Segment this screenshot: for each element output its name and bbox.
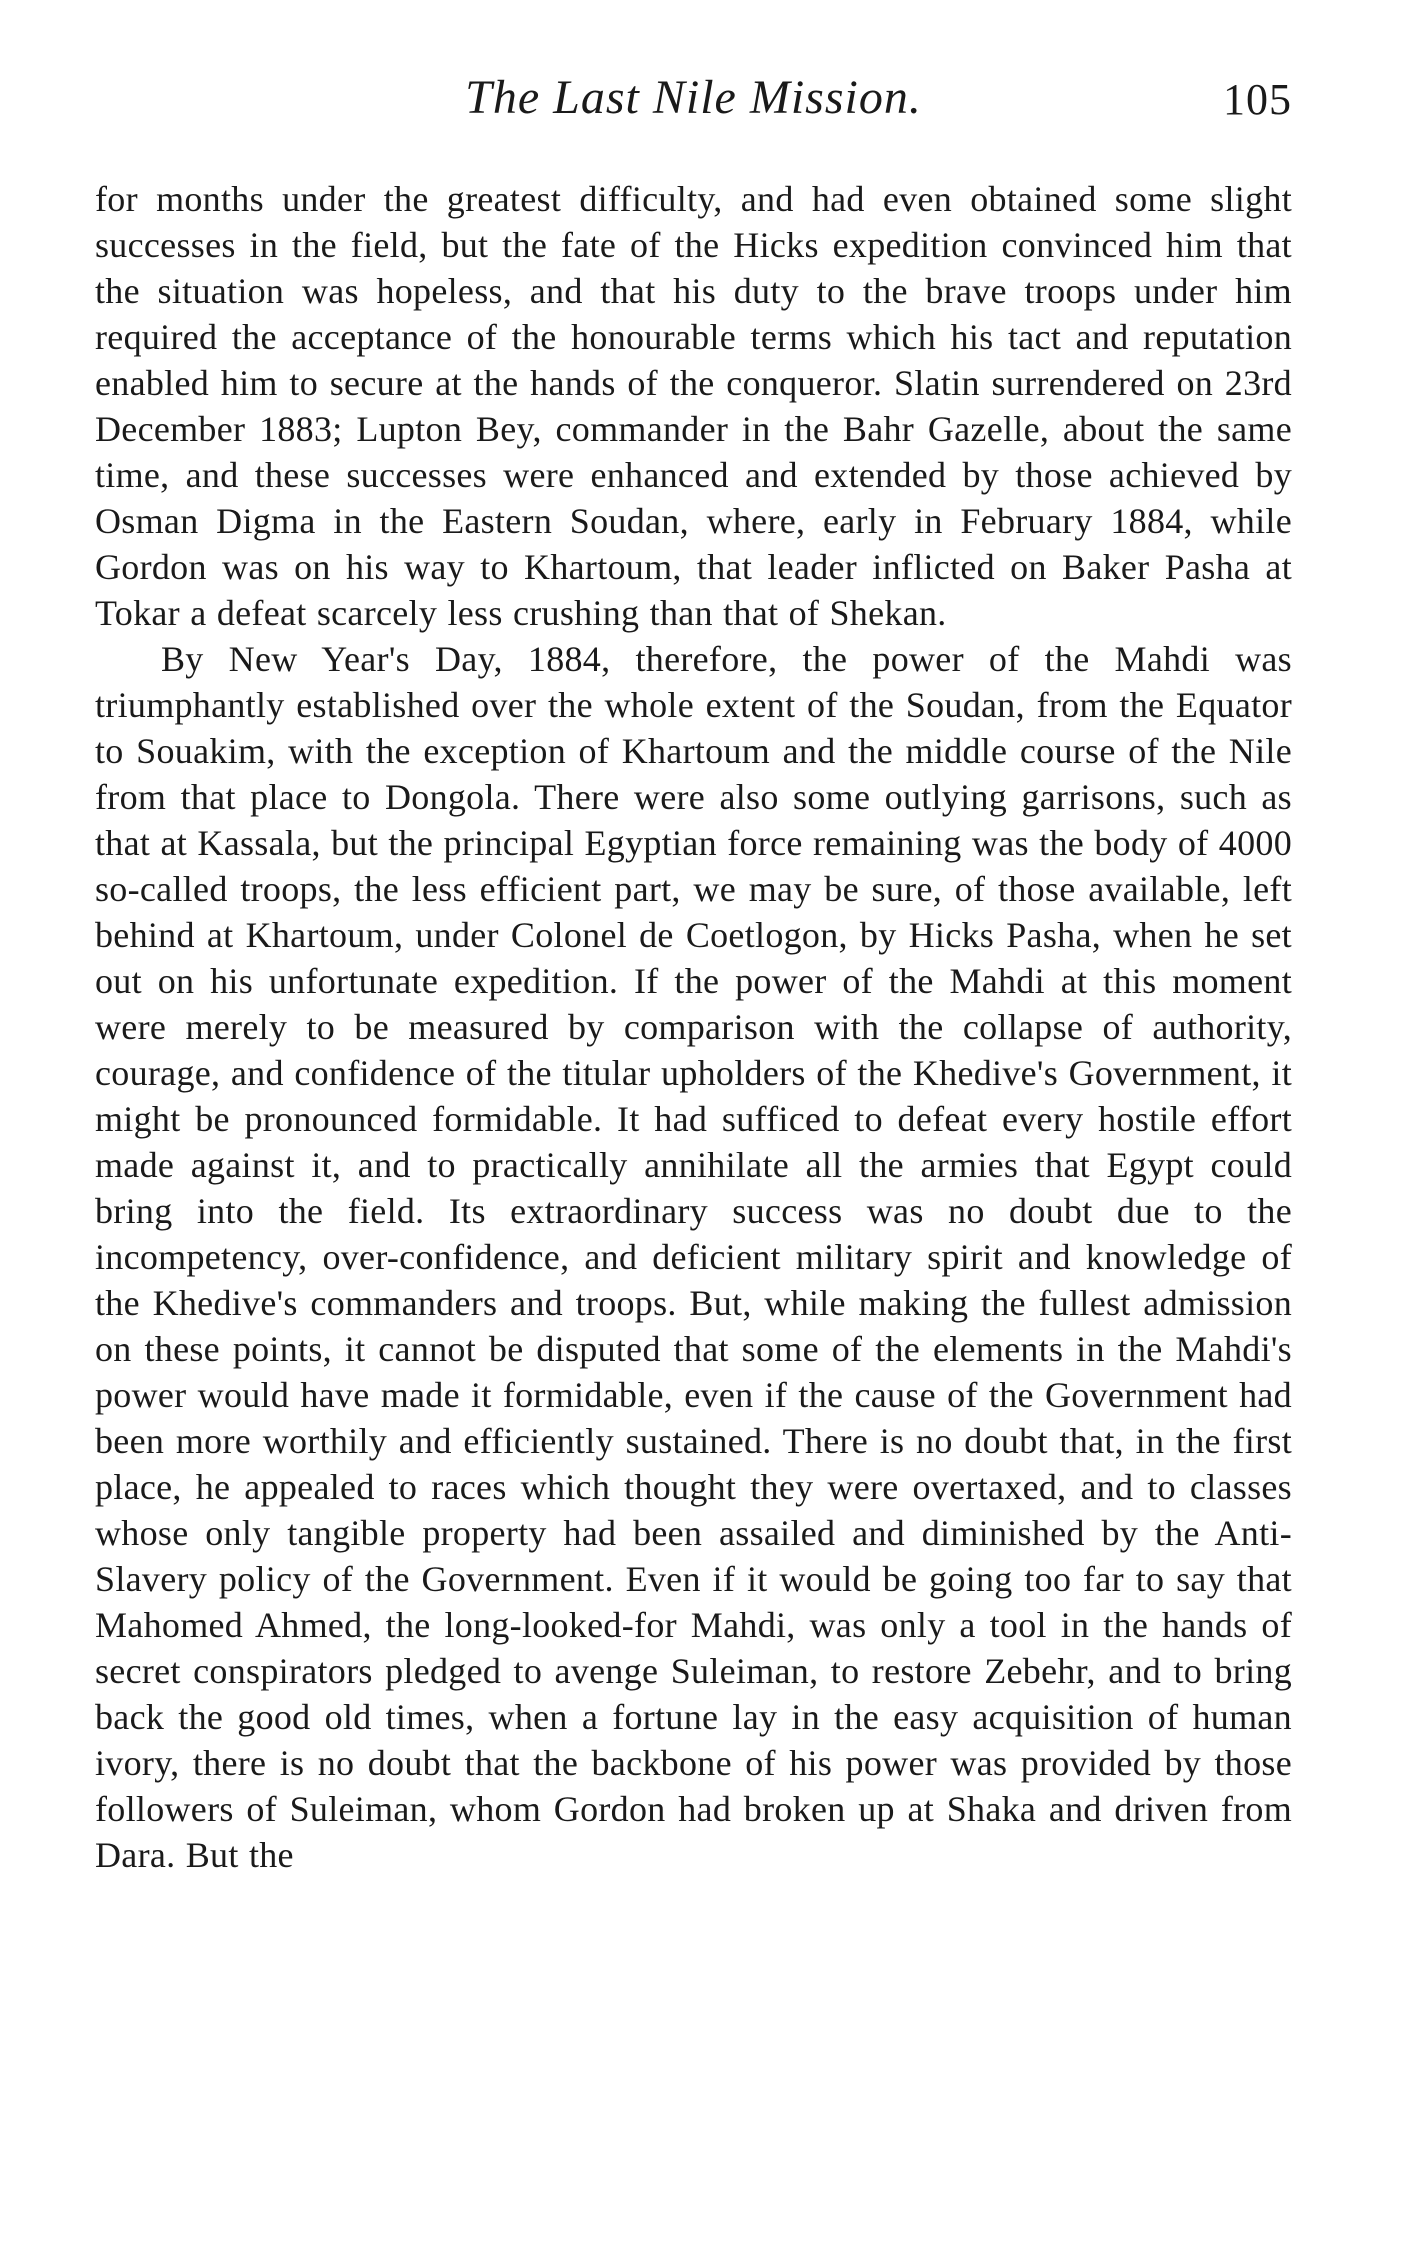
running-head	[95, 70, 1292, 150]
paragraph-continued: for months under the greatest difficulty, and had even obtained some slight successes in the field, but the fate of the Hicks expedition convinced him that the situation was hopeless, and that his duty to the brave troops under him required the acceptance of the honourable terms which his tact and reputation enabled him to secure at the hands of the conqueror. Slatin surrendered on 23rd December 1883; Lupton Bey, commander in the Bahr Gazelle, about the same time, and these successes were enhanced and extended by those achieved by Osman Digma in the Eastern Soudan, where, early in February 1884, while Gordon was on his way to Khartoum, that leader inflicted on Baker Pasha at Tokar a defeat scarcely less crushing than that of Shekan.	[95, 179, 1292, 633]
book-page	[95, 70, 1292, 1878]
paragraph: By New Year's Day, 1884, therefore, the power of the Mahdi was triumphantly established over the whole extent of the Soudan, from the Equator to Souakim, with the exception of Khartoum and the middle course of the Nile from that place to Dongola. There were also some outlying garrisons, such as that at Kassala, but the principal Egyptian force remaining was the body of 4000 so-called troops, the less efficient part, we may be sure, of those available, left behind at Khartoum, under Colonel de Coetlogon, by Hicks Pasha, when he set out on his unfortunate expedition. If the power of the Mahdi at this moment were merely to be measured by comparison with the collapse of authority, courage, and confidence of the titular upholders of the Khedive's Government, it might be pronounced formidable. It had sufficed to defeat every hostile effort made against it, and to practically annihilate all the armies that Egypt could bring into the field. Its extraordinary success was no doubt due to the incompetency, over-confidence, and deficient military spirit and knowledge of the Khedive's commanders and troops. But, while making the fullest admission on these points, it cannot be disputed that some of the elements in the Mahdi's power would have made it formidable, even if the cause of the Government had been more worthily and efficiently sustained. There is no doubt that, in the first place, he appealed to races which thought they were overtaxed, and to classes whose only tangible property had been assailed and diminished by the Anti-Slavery policy of the Government. Even if it would be going too far to say that Mahomed Ahmed, the long-looked-for Mahdi, was only a tool in the hands of secret conspirators pledged to avenge Suleiman, to restore Zebehr, and to bring back the good old times, when a fortune lay in the easy acquisition of human ivory, there is no doubt that the backbone of his power was provided by those followers of Suleiman, whom Gordon had broken up at Shaka and driven from Dara. But the	[95, 639, 1292, 1875]
body-text	[95, 176, 1292, 1878]
running-title: The Last Nile Mission.	[465, 71, 922, 124]
page-number: 105	[1223, 75, 1292, 124]
